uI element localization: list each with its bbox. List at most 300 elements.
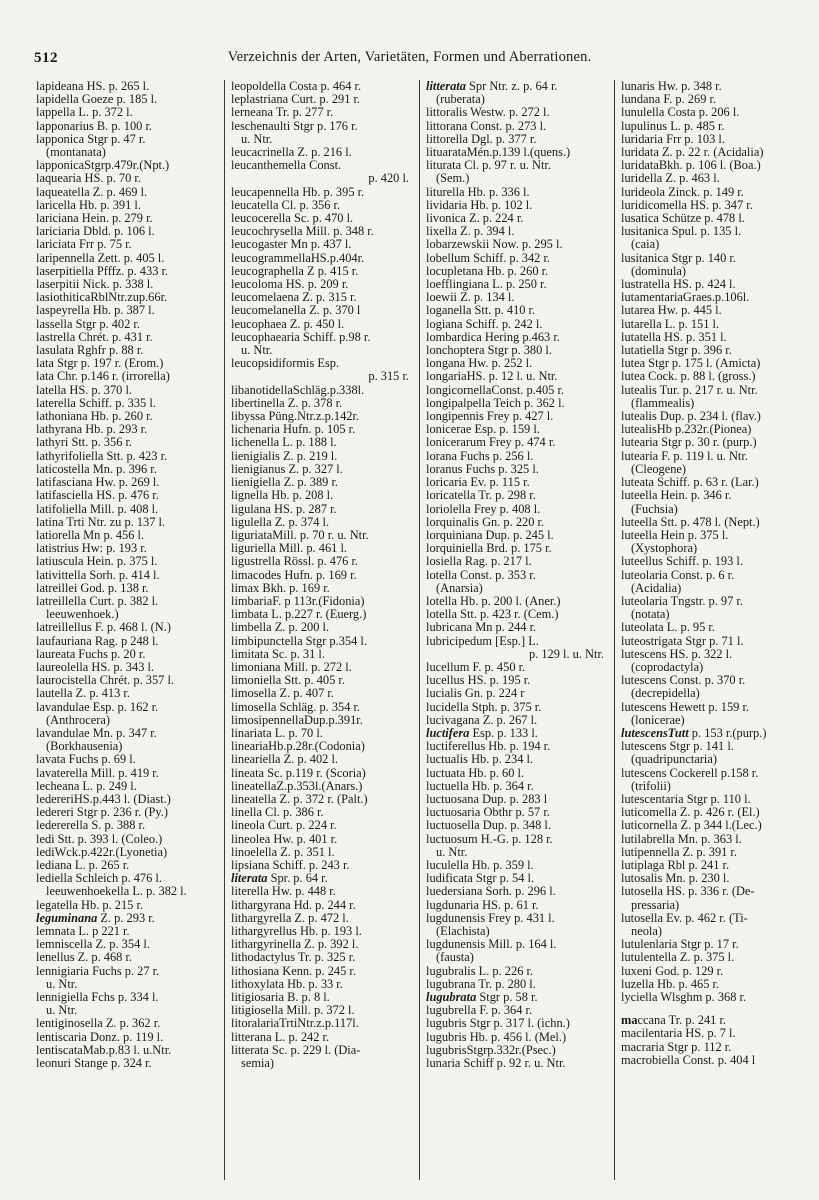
index-entry: lutealis Dup. p. 234 l. (flav.) <box>621 410 761 424</box>
index-entry: latiorella Mn p. 456 l. <box>36 528 145 542</box>
index-entry: lutatella HS. p. 351 l. <box>621 330 727 344</box>
index-entry: lutarella L. p. 151 l. <box>621 317 720 331</box>
index-entry: lathyri Stt. p. 356 r. <box>36 436 133 450</box>
index-entry: lithosiana Kenn. p. 245 r. <box>231 964 356 978</box>
index-entry: lentiginosella Z. p. 362 r. <box>36 1017 161 1031</box>
index-entry: leucogaster Mn p. 437 l. <box>231 238 352 252</box>
index-entry: lupulinus L. p. 485 r. <box>621 119 725 133</box>
index-entry: (Anarsia) <box>436 581 483 595</box>
index-entry: lata Stgr p. 197 r. (Erom.) <box>36 357 164 371</box>
index-entry: lennigiella Fchs p. 334 l. <box>36 991 159 1005</box>
index-entry: u. Ntr. <box>436 845 468 859</box>
index-entry: lutiplaga Rbl p. 241 r. <box>621 858 730 872</box>
index-entry: lithodactylus Tr. p. 325 r. <box>231 951 356 965</box>
index-entry: lapponicaStgrp.479r.(Npt.) <box>36 159 170 173</box>
index-entry: laticostella Mn. p. 396 r. <box>36 462 157 476</box>
index-entry: lineolea Hw. p. 401 r. <box>231 832 338 846</box>
index-entry: lineatellaZ.p.353l.(Anars.) <box>231 779 363 793</box>
index-entry: luctifera Esp. p. 133 l. <box>426 726 538 740</box>
index-entry: lentiscaria Donz. p. 119 l. <box>36 1030 164 1044</box>
index-entry: luculella Hb. p. 359 l. <box>426 858 534 872</box>
index-entry: latella HS. p. 370 l. <box>36 383 133 397</box>
index-entry: macrobiella Const. p. 404 l <box>621 1053 756 1067</box>
index-entry: lathyrifoliella Stt. p. 423 r. <box>36 449 168 463</box>
index-entry: latifasciana Hw. p. 269 l. <box>36 476 160 490</box>
index-entry: neola) <box>631 925 662 938</box>
index-entry: luteolata L. p. 95 r. <box>621 621 715 635</box>
index-entry: (Xystophora) <box>631 542 698 556</box>
index-entry: laserpitiella Pfffz. p. 433 r. <box>36 264 169 278</box>
index-entry: lariciata Frr p. 75 r. <box>36 238 132 252</box>
index-entry: leucophaearia Schiff. p.98 r. <box>231 330 371 344</box>
index-entry: p. 420 l. <box>368 172 409 186</box>
index-entry: lentiscataMab.p.83 l. u.Ntr. <box>36 1043 172 1057</box>
index-entry: lithargyrella Z. p. 472 l. <box>231 911 349 925</box>
index-entry: lucellus HS. p. 195 r. <box>426 674 531 688</box>
index-entry: luedersiana Sorh. p. 296 l. <box>426 885 556 899</box>
index-entry: littorella Dgl. p. 377 r. <box>426 132 537 146</box>
index-entry: limbata L. p.227 r. (Euerg.) <box>231 608 367 622</box>
index-entry: libyssa Püng.Ntr.z.p.142r. <box>231 410 360 424</box>
column-divider <box>224 80 225 1180</box>
index-entry: leucophaea Z. p. 450 l. <box>231 317 345 331</box>
index-entry: lenellus Z. p. 468 r. <box>36 951 133 965</box>
index-entry: lunaris Hw. p. 348 r. <box>621 80 722 93</box>
index-entry: ledererella S. p. 388 r. <box>36 819 146 833</box>
index-entry: lucellum F. p. 450 r. <box>426 660 526 674</box>
index-entry: ligustrella Rössl. p. 476 r. <box>231 555 359 569</box>
index-entry: lutea Cock. p. 88 l. (gross.) <box>621 370 756 384</box>
index-entry: lutescens Const. p. 370 r. <box>621 674 746 688</box>
index-entry: loricatella Tr. p. 298 r. <box>426 489 536 503</box>
index-entry: lathoniana Hb. p. 260 r. <box>36 410 153 424</box>
index-entry: lapponica Stgr p. 47 r. <box>36 132 146 146</box>
index-entry: lutea Stgr p. 175 l. (Amicta) <box>621 357 761 371</box>
index-entry: lasulata Rghfr p. 88 r. <box>36 344 144 358</box>
index-entry: lavata Fuchs p. 69 l. <box>36 753 136 767</box>
index-entry: lithargyrinella Z. p. 392 l. <box>231 938 359 952</box>
index-entry: loricaria Ev. p. 115 r. <box>426 476 530 490</box>
index-entry: luridata Z. p. 22 r. (Acidalia) <box>621 146 764 160</box>
index-entry: laripennella Zett. p. 405 l. <box>36 251 165 265</box>
index-entry: lunulella Costa p. 206 l. <box>621 106 740 120</box>
index-entry: longipennis Frey p. 427 l. <box>426 410 554 424</box>
index-entry: ludificata Stgr p. 54 l. <box>426 872 535 886</box>
index-entry: luteellа Hein p. 375 l. <box>621 528 729 542</box>
index-entry: lotella Hb. p. 200 l. (Aner.) <box>426 594 561 608</box>
index-entry: luteolaria Const. p. 6 r. <box>621 568 735 582</box>
index-entry: lucivagana Z. p. 267 l. <box>426 713 538 727</box>
index-entry: lediWck.p.422r.(Lyonetia) <box>36 845 168 859</box>
index-entry: litterata Sc. p. 229 l. (Dia- <box>231 1043 361 1057</box>
index-entry: maccana Tr. p. 241 r. <box>621 1014 726 1028</box>
index-entry: longariaHS. p. 12 l. u. Ntr. <box>426 370 558 384</box>
index-entry: lemniscella Z. p. 354 l. <box>36 938 150 952</box>
index-entry: (caia) <box>631 238 660 252</box>
index-entry: lathyrana Hb. p. 293 r. <box>36 423 148 437</box>
column-divider <box>614 80 615 1180</box>
index-entry: luxeni God. p. 129 r. <box>621 964 724 978</box>
index-column-3 <box>426 80 608 1180</box>
index-entry: lithoxylata Hb. p. 33 r. <box>231 977 343 991</box>
index-entry: leschenaulti Stgr p. 176 r. <box>231 119 358 133</box>
index-entry: luridella Z. p. 463 l. <box>621 172 720 186</box>
index-entry: lutulentella Z. p. 375 l. <box>621 951 735 965</box>
index-entry: (ruberata) <box>436 93 485 107</box>
index-column-2 <box>231 80 413 1180</box>
index-entry: loranus Fuchs p. 325 l. <box>426 462 539 476</box>
index-entry: lorquinalis Gn. p. 220 r. <box>426 515 545 529</box>
index-entry: longipalpella Teich p. 362 l. <box>426 396 565 410</box>
index-entry: leucomelaena Z. p. 315 r. <box>231 291 357 305</box>
index-entry: linella Cl. p. 386 r. <box>231 806 324 820</box>
index-entry: lugubris Stgr p. 317 l. (ichn.) <box>426 1017 570 1031</box>
index-entry: limosella Z. p. 407 r. <box>231 687 334 701</box>
index-entry: litterata Spr Ntr. z. p. 64 r. <box>426 80 558 93</box>
index-entry: lituarataMén.p.139 l.(quens.) <box>426 146 571 160</box>
index-entry: pressaria) <box>631 898 680 912</box>
index-entry: latreillellus F. p. 468 l. (N.) <box>36 621 171 635</box>
index-entry: laterella Schiff. p. 335 l. <box>36 396 156 410</box>
index-entry: literata Spr. p. 64 r. <box>231 872 328 886</box>
index-entry: luteella Hein. p. 346 r. <box>621 489 732 503</box>
index-entry: lugubrana Tr. p. 280 l. <box>426 977 536 991</box>
index-entry: litigiosella Mill. p. 372 l. <box>231 1004 355 1018</box>
index-entry: macilentaria HS. p. 7 l. <box>621 1027 736 1041</box>
index-entry: lubricipedum [Esp.] L. <box>426 634 539 648</box>
index-entry: luridicomella HS. p. 347 r. <box>621 198 753 212</box>
index-entry: (fausta) <box>436 951 474 965</box>
index-entry: (Elachista) <box>436 925 490 938</box>
index-entry: lutilabrella Mn. p. 363 l. <box>621 832 742 846</box>
index-entry: limax Bkh. p. 169 r. <box>231 581 330 595</box>
index-entry: lienigiella Z. p. 389 r. <box>231 476 339 490</box>
index-entry: leucocerella Sc. p. 470 l. <box>231 212 354 226</box>
index-entry: lichenaria Hufn. p. 105 r. <box>231 423 356 437</box>
index-entry: lappella L. p. 372 l. <box>36 106 133 120</box>
column-divider <box>419 80 420 1180</box>
index-entry: lurideola Zinck. p. 149 r. <box>621 185 744 199</box>
index-entry: leucacrinella Z. p. 216 l. <box>231 146 352 160</box>
index-entry: leucopsidiformis Esp. <box>231 357 340 371</box>
index-entry: litigiosaria B. p. 8 l. <box>231 991 330 1005</box>
index-entry: leucogrammellaHS.p.404r. <box>231 251 365 265</box>
index-entry: livonica Z. p. 224 r. <box>426 212 524 226</box>
index-entry: lienigialis Z. p. 219 l. <box>231 449 338 463</box>
index-entry: lutipennella Z. p. 391 r. <box>621 845 737 859</box>
index-entry: latreillella Curt. p. 382 l. <box>36 594 159 608</box>
index-entry: libanotidellaSchläg.p.338l. <box>231 383 365 397</box>
index-entry: lineola Curt. p. 224 r. <box>231 819 337 833</box>
index-entry: lustratella HS. p. 424 l. <box>621 278 736 292</box>
index-entry: laspeyrella Hb. p. 387 l. <box>36 304 155 318</box>
index-entry: lipsiana Schiff. p. 243 r. <box>231 858 350 872</box>
index-entry: linoelella Z. p. 351 l. <box>231 845 335 859</box>
index-entry: (Anthrocera) <box>46 713 110 727</box>
index-entry: laquearia HS. p. 70 r. <box>36 172 141 186</box>
index-entry: loefflingiana L. p. 250 r. <box>426 278 547 292</box>
index-entry: lugubrata Stgr p. 58 r. <box>426 991 538 1005</box>
index-entry: luticornella Z. p 344 l.(Lec.) <box>621 819 762 833</box>
index-entry: laserpitii Nick. p. 338 l. <box>36 278 154 292</box>
page-number: 512 <box>34 50 58 66</box>
index-entry: latina Trti Ntr. zu p. 137 l. <box>36 515 166 529</box>
index-entry: luridataBkh. p. 106 l. (Boa.) <box>621 159 761 173</box>
index-columns <box>36 80 796 1185</box>
index-entry: lugubrella F. p. 364 r. <box>426 1004 533 1018</box>
index-entry: lineariaHb.p.28r.(Codonia) <box>231 740 365 754</box>
index-entry: lithargyrellus Hb. p. 193 l. <box>231 925 362 938</box>
index-entry: lutescens Stgr p. 141 l. <box>621 740 734 754</box>
index-entry: lugdunensis Frey p. 431 l. <box>426 911 555 925</box>
index-entry: lavandulae Esp. p. 162 r. <box>36 700 159 714</box>
index-entry: lubricana Mn p. 244 r. <box>426 621 537 635</box>
index-entry: ledi Stt. p. 393 l. (Coleo.) <box>36 832 163 846</box>
index-entry: ligulana HS. p. 287 r. <box>231 502 337 516</box>
index-entry: luctualis Hb. p. 234 l. <box>426 753 534 767</box>
index-entry: lucidella Stph. p. 375 r. <box>426 700 542 714</box>
index-entry: lariciana Hein. p. 279 r. <box>36 212 153 226</box>
index-entry: luteellus Schiff. p. 193 l. <box>621 555 743 569</box>
index-entry: litterana L. p. 242 r. <box>231 1030 330 1044</box>
running-title: Verzeichnis der Arten, Varietäten, Formen und Aberrationen. <box>227 49 592 65</box>
index-entry: luctiferellus Hb. p. 194 r. <box>426 740 551 754</box>
index-entry: lediella Schleich p. 476 l. <box>36 872 162 886</box>
index-entry: liturella Hb. p. 336 l. <box>426 185 530 199</box>
index-entry: p. 315 r. <box>368 370 409 384</box>
index-entry: luzella Hb. p. 465 r. <box>621 977 720 991</box>
index-entry: lobellum Schiff. p. 342 r. <box>426 251 551 265</box>
index-entry: leonuri Stange p. 324 r. <box>36 1057 152 1071</box>
index-entry: lutescensTutt p. 153 r.(purp.) <box>621 726 767 740</box>
index-entry: leguminana Z. p. 293 r. <box>36 911 155 925</box>
index-entry: latifasciella HS. p. 476 r. <box>36 489 159 503</box>
index-entry: lombardica Hering p.463 r. <box>426 330 560 344</box>
index-entry: lautella Z. p. 413 r. <box>36 687 130 701</box>
index-entry: (Cleogene) <box>631 462 687 476</box>
index-entry: limacodes Hufn. p. 169 r. <box>231 568 357 582</box>
index-entry: leopoldella Costa p. 464 r. <box>231 80 362 93</box>
index-entry: lativittella Sorh. p. 414 l. <box>36 568 160 582</box>
index-entry: lutosella Ev. p. 462 r. (Ti- <box>621 911 748 925</box>
index-entry: luticomella Z. p. 426 r. (El.) <box>621 806 760 820</box>
index-entry: lugdunaria HS. p. 61 r. <box>426 898 539 912</box>
index-entry: p. 129 l. u. Ntr. <box>528 647 604 661</box>
index-entry: lyciella Wlsghm p. 368 r. <box>621 991 747 1005</box>
index-entry: limosipennellaDup.p.391r. <box>231 713 363 727</box>
index-entry: (coprodactyla) <box>631 660 704 674</box>
index-entry: lutulenlaria Stgr p. 17 r. <box>621 938 739 952</box>
index-entry: latreillei God. p. 138 r. <box>36 581 149 595</box>
index-entry: leucochrysella Mill. p. 348 r. <box>231 225 374 239</box>
index-entry: lutealisHb p.232r.(Pionea) <box>621 423 752 437</box>
index-entry: latiusculа Hein. p. 375 l. <box>36 555 158 569</box>
index-entry <box>621 1004 803 1014</box>
index-entry: laricella Hb. p. 391 l. <box>36 198 141 212</box>
index-entry: (Fuchsia) <box>631 502 678 516</box>
index-entry: lariciaria Dbld. p. 106 l. <box>36 225 155 239</box>
index-entry: lignella Hb. p. 208 l. <box>231 489 334 503</box>
index-entry: lineariella Z. p. 402 l. <box>231 753 339 767</box>
index-entry: lutescentaria Stgr p. 110 l. <box>621 792 751 806</box>
index-entry: lorquiniana Dup. p. 245 l. <box>426 528 554 542</box>
index-entry: (Borkhausenia) <box>46 740 123 754</box>
index-entry: lata Chr. p.146 r. (irrorella) <box>36 370 170 384</box>
index-entry: leucapennella Hb. p. 395 r. <box>231 185 365 199</box>
index-entry: (Acidalia) <box>631 581 682 595</box>
index-entry: (quadripunctaria) <box>631 753 718 767</box>
index-entry: lundana F. p. 269 r. <box>621 93 717 107</box>
index-entry: leucanthemella Const. <box>231 159 342 173</box>
index-entry: limbariaF. p 113r.(Fidonia) <box>231 594 365 608</box>
index-entry: lutarea Hw. p. 445 l. <box>621 304 722 318</box>
index-entry: lassella Stgr p. 402 r. <box>36 317 140 331</box>
index-entry: leeuwenhoekella L. p. 382 l. <box>46 885 187 899</box>
index-entry: laureolella HS. p. 343 l. <box>36 660 155 674</box>
index-entry: u. Ntr. <box>241 344 273 358</box>
index-entry: longicornellaConst. p.405 r. <box>426 383 565 397</box>
index-entry: literella Hw. p. 448 r. <box>231 885 336 899</box>
index-entry: lutatiella Stgr p. 396 r. <box>621 344 732 358</box>
index-entry: littoralis Westw. p. 272 l. <box>426 106 550 120</box>
index-entry: lithargyrana Hd. p. 244 r. <box>231 898 356 912</box>
index-entry: losiella Rag. p. 217 l. <box>426 555 532 569</box>
index-entry: locupletana Hb. p. 260 r. <box>426 264 549 278</box>
index-entry: lusitanica Spul. p. 135 l. <box>621 225 742 239</box>
index-entry: lapponarius B. p. 100 r. <box>36 119 152 133</box>
index-entry: lonchoptera Stgr p. 380 l. <box>426 344 552 358</box>
index-entry: lennigiaria Fuchs p. 27 r. <box>36 964 160 978</box>
index-entry: (notata) <box>631 608 670 622</box>
index-entry: limbella Z. p. 200 l. <box>231 621 330 635</box>
index-entry: limoniella Stt. p. 405 r. <box>231 674 345 688</box>
index-entry: lotella Const. p. 353 r. <box>426 568 536 582</box>
index-entry: luctuosana Dup. p. 283 l <box>426 792 548 806</box>
index-entry: luteella Stt. p. 478 l. (Nept.) <box>621 515 760 529</box>
index-entry: leeuwenhoek.) <box>46 608 119 622</box>
index-entry: macraria Stgr p. 112 r. <box>621 1040 732 1054</box>
index-entry: lutescens HS. p. 322 l. <box>621 647 733 661</box>
index-entry: lecheana L. p. 249 l. <box>36 779 137 793</box>
index-entry: luteata Schiff. p. 63 r. (Lar.) <box>621 476 759 490</box>
index-entry: lerneana Tr. p. 277 r. <box>231 106 334 120</box>
index-entry: luctuata Hb. p. 60 l. <box>426 766 525 780</box>
index-entry: ledereri Stgr p. 236 r. (Py.) <box>36 806 169 820</box>
index-entry: laureata Fuchs p. 20 r. <box>36 647 146 661</box>
index-entry: lusatica Schütze p. 478 l. <box>621 212 745 226</box>
index-entry: lavandulae Mn. p. 347 r. <box>36 726 157 740</box>
index-entry: lichenella L. p. 188 l. <box>231 436 337 450</box>
index-entry: lonicerae Esp. p. 159 l. <box>426 423 540 437</box>
index-entry: lobarzewskii Now. p. 295 l. <box>426 238 563 252</box>
index-entry: lastrella Chrét. p. 431 r. <box>36 330 153 344</box>
index-entry: lavaterella Mill. p. 419 r. <box>36 766 159 780</box>
index-entry: (decrepidella) <box>631 687 700 701</box>
index-entry: lutearia Stgr p. 30 r. (purp.) <box>621 436 757 450</box>
index-entry: lasiothiticaRblNtr.zup.66r. <box>36 291 168 305</box>
index-entry: lineata Sc. p.119 r. (Scoria) <box>231 766 366 780</box>
index-entry: lemnata L. p 221 r. <box>36 925 130 938</box>
index-entry: liguriataMill. p. 70 r. u. Ntr. <box>231 528 369 542</box>
index-entry: laurocistella Chrét. p. 357 l. <box>36 674 174 688</box>
index-entry: lutosella HS. p. 336 r. (De- <box>621 885 755 899</box>
index-entry: limoniana Mill. p. 272 l. <box>231 660 352 674</box>
index-entry: latifoliella Mill. p. 408 l. <box>36 502 159 516</box>
index-entry: lienigianus Z. p. 327 l. <box>231 462 343 476</box>
index-entry: lotella Stt. p. 423 r. (Cem.) <box>426 608 559 622</box>
index-entry: (montanata) <box>46 146 106 160</box>
index-entry: luctuosum H.-G. p. 128 r. <box>426 832 553 846</box>
index-entry: lorana Fuchs p. 256 l. <box>426 449 534 463</box>
index-entry: lugubrisStgrp.332r.(Psec.) <box>426 1043 556 1057</box>
index-entry: libertinella Z. p. 378 r. <box>231 396 343 410</box>
index-entry: leucoloma HS. p. 209 r. <box>231 278 349 292</box>
index-entry: liturata Cl. p. 97 r. u. Ntr. <box>426 159 551 173</box>
index-entry: lapideana HS. p. 265 l. <box>36 80 150 93</box>
index-entry: luctuosaria Obthr p. 57 r. <box>426 806 550 820</box>
index-entry: littorana Const. p. 273 l. <box>426 119 547 133</box>
index-entry: lonicerarum Frey p. 474 r. <box>426 436 556 450</box>
index-entry: u. Ntr. <box>241 132 273 146</box>
index-entry: lutealis Tur. p. 217 r. u. Ntr. <box>621 383 758 397</box>
index-entry: lutosalis Mn. p. 230 l. <box>621 872 730 886</box>
index-entry: lugdunensis Mill. p. 164 l. <box>426 938 557 952</box>
index-entry: lividaria Hb. p. 102 l. <box>426 198 533 212</box>
index-entry: leucatella Cl. p. 356 r. <box>231 198 341 212</box>
index-entry: lucialis Gn. p. 224 r <box>426 687 525 701</box>
index-entry: loewii Z. p. 134 l. <box>426 291 515 305</box>
index-entry: liguriella Mill. p. 461 l. <box>231 542 347 556</box>
index-entry: lutescens Hewett p. 159 r. <box>621 700 750 714</box>
index-entry: limbipunctella Stgr p.354 l. <box>231 634 367 648</box>
index-entry: leucographella Z p. 415 r. <box>231 264 359 278</box>
index-entry: lixella Z. p. 394 l. <box>426 225 515 239</box>
index-entry: lorquiniella Brd. p. 175 r. <box>426 542 552 556</box>
index-entry: lutescens Cockerell p.158 r. <box>621 766 759 780</box>
index-entry: logiana Schiff. p. 242 l. <box>426 317 543 331</box>
index-entry: limosella Schläg. p. 354 r. <box>231 700 361 714</box>
index-entry: lutearia F. p. 119 l. u. Ntr. <box>621 449 748 463</box>
index-entry: ligulella Z. p. 374 l. <box>231 515 330 529</box>
index-entry: lutamentariaGraes.p.106l. <box>621 291 750 305</box>
index-entry: linariata L. p. 70 l. <box>231 726 323 740</box>
index-entry: laqueatella Z. p. 469 l. <box>36 185 148 199</box>
index-entry: (Sem.) <box>436 172 470 186</box>
index-entry: luctuosella Dup. p. 348 l. <box>426 819 551 833</box>
index-entry: leplastriana Curt. p. 291 r. <box>231 93 361 107</box>
index-entry: latistrius Hw: p. 193 r. <box>36 542 147 556</box>
index-entry: lusitanica Stgr p. 140 r. <box>621 251 736 265</box>
index-entry: loganella Stt. p. 410 r. <box>426 304 536 318</box>
index-entry: luteostrigata Stgr p. 71 l. <box>621 634 744 648</box>
index-entry: longana Hw. p. 252 l. <box>426 357 533 371</box>
index-entry: (trifolii) <box>631 779 671 793</box>
index-entry: lugubralis L. p. 226 r. <box>426 964 534 978</box>
index-entry: (dominula) <box>631 264 687 278</box>
index-entry: legatella Hb. p. 215 r. <box>36 898 144 912</box>
index-entry: leucomelanella Z. p. 370 l <box>231 304 361 318</box>
index-entry: ledereriHS.p.443 l. (Diast.) <box>36 792 171 806</box>
index-entry: (flammealis) <box>631 396 695 410</box>
index-column-4 <box>621 80 803 1180</box>
index-entry: laufauriana Rag. p 248 l. <box>36 634 159 648</box>
index-entry: u. Ntr. <box>46 1004 78 1018</box>
index-column-1 <box>36 80 218 1180</box>
index-entry: loriolella Frey p. 408 l. <box>426 502 541 516</box>
index-entry: u. Ntr. <box>46 977 78 991</box>
index-entry: lediana L. p. 265 r. <box>36 858 130 872</box>
index-entry: litoralariaTrtiNtr.z.p.117l. <box>231 1017 359 1031</box>
